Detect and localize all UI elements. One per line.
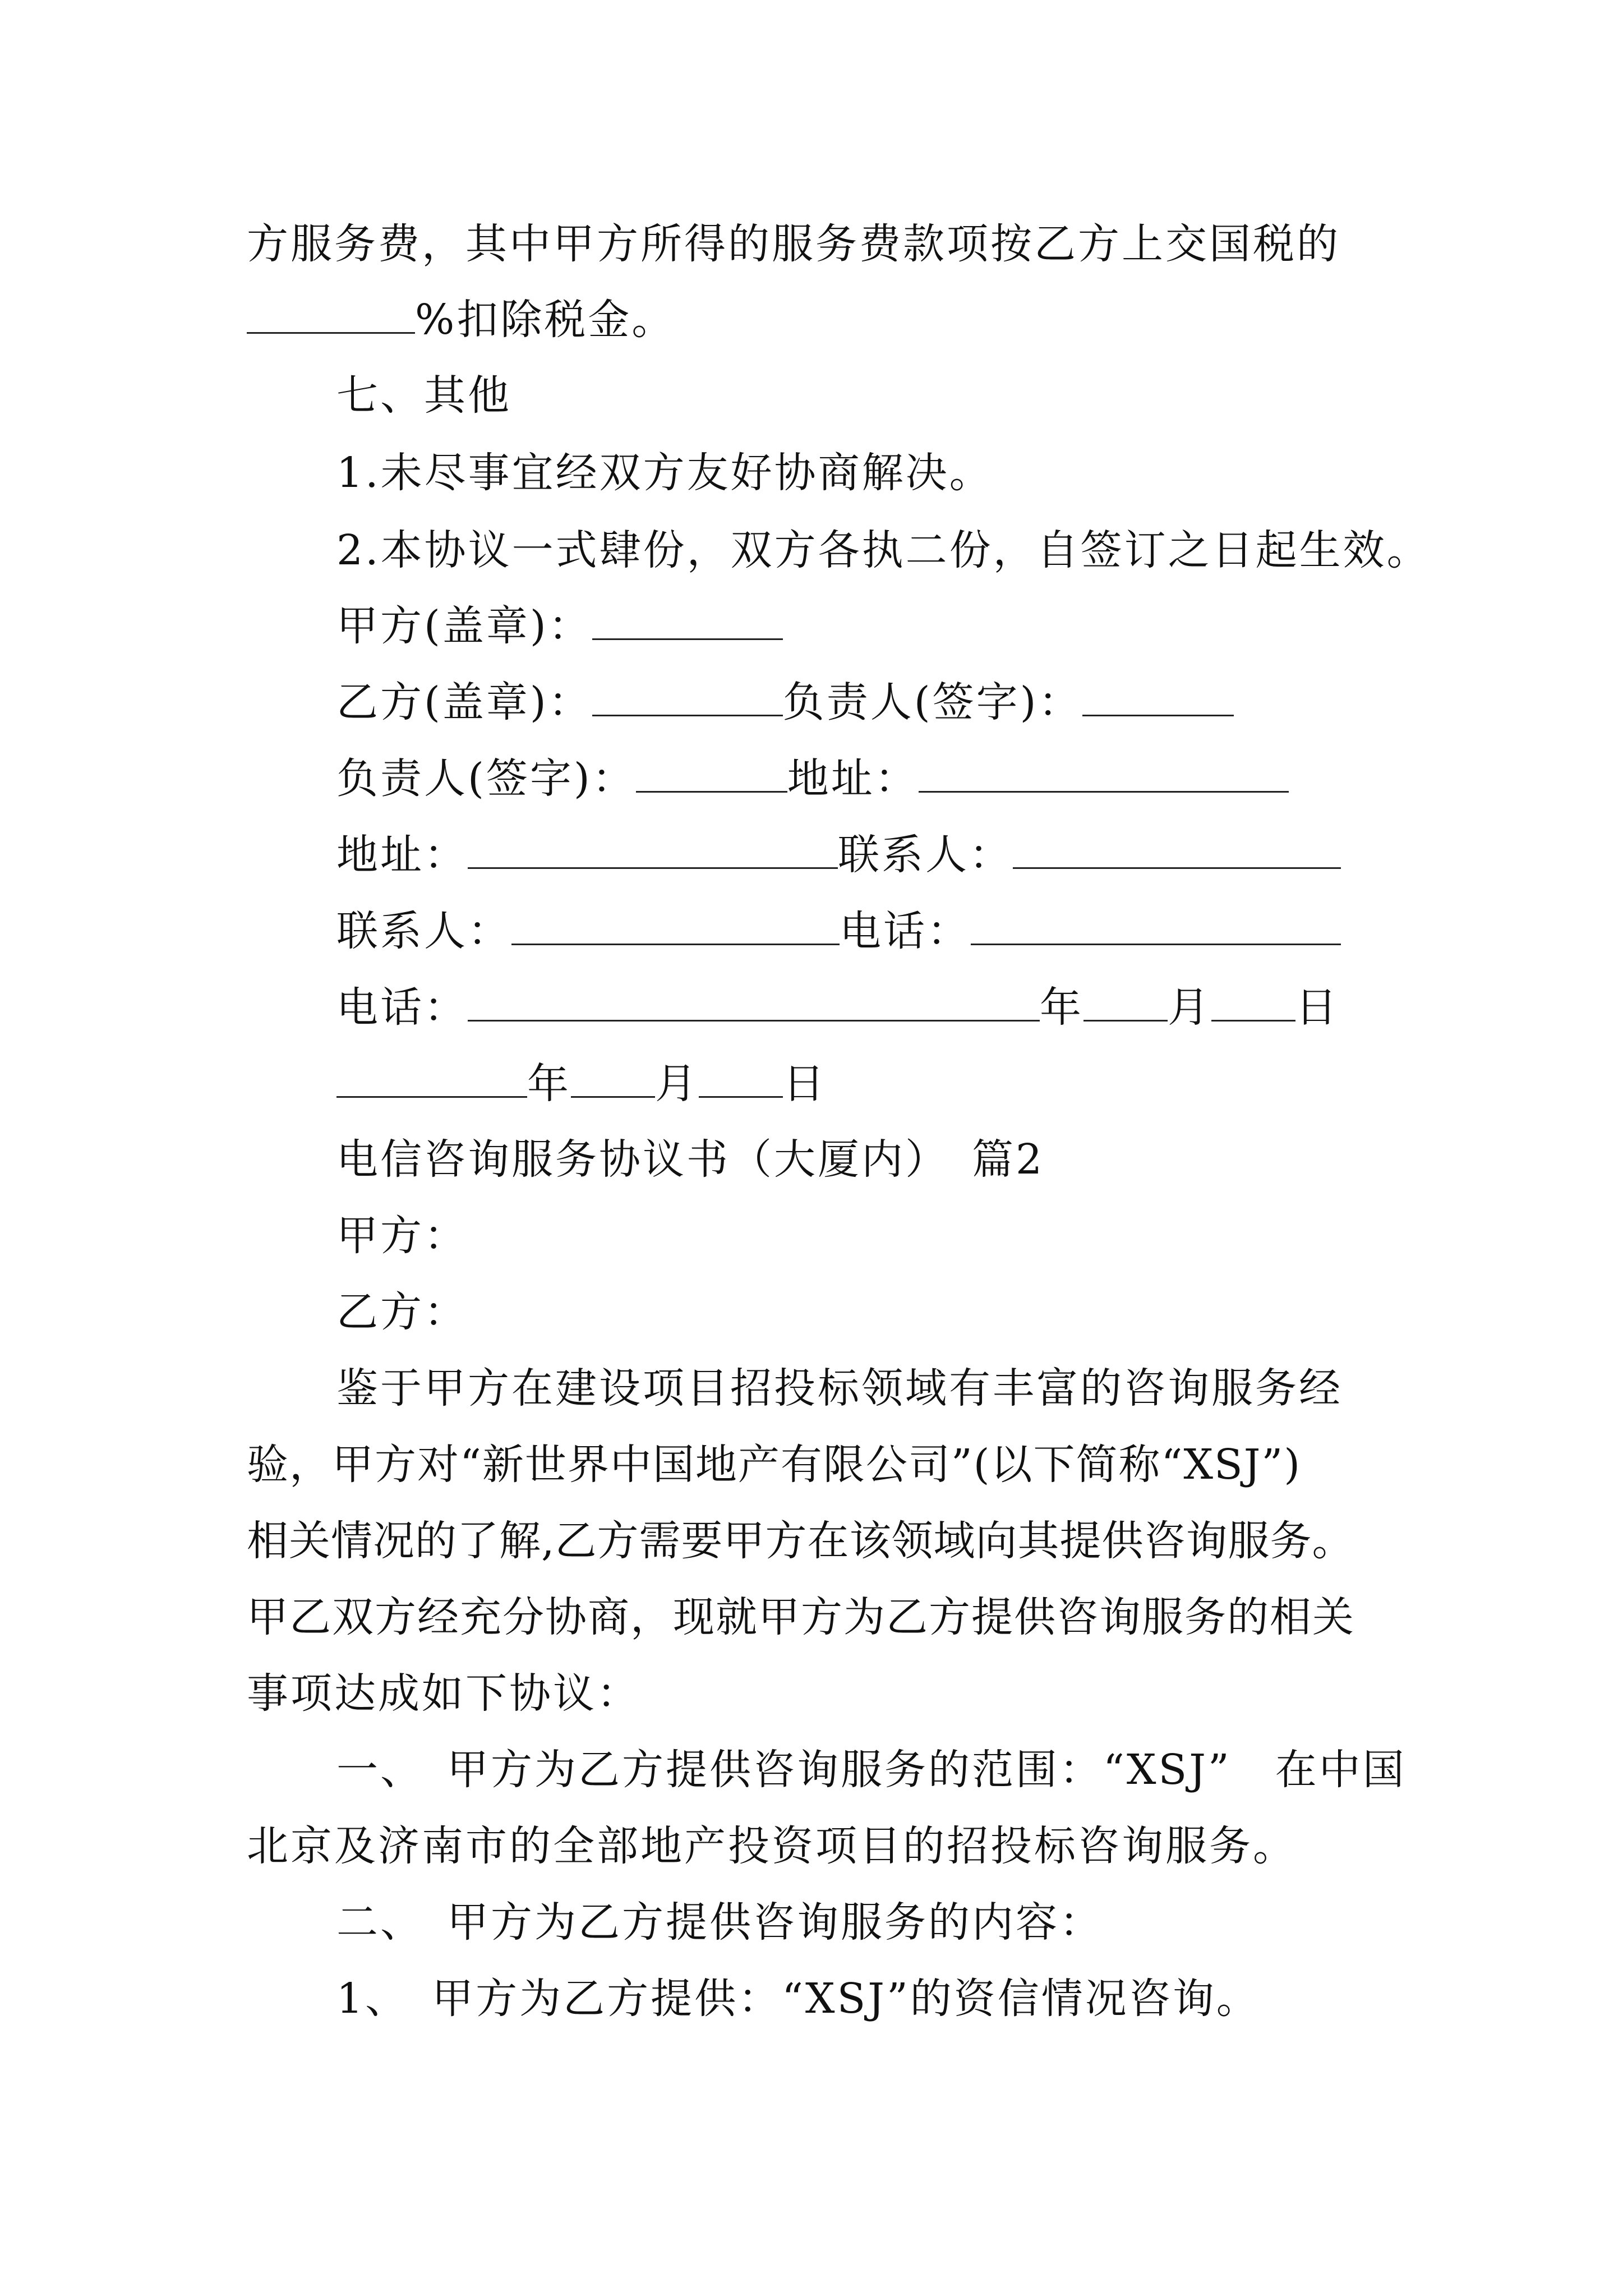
signature-row	[336, 907, 1341, 955]
paragraph-line: 一、 甲方为乙方提供咨询服务的范围：“XSJ” 在中国	[336, 1746, 1407, 1794]
day-blank	[1211, 986, 1295, 1022]
signature-row	[336, 602, 783, 650]
month-blank	[571, 1062, 655, 1098]
year-label: 年	[527, 1060, 571, 1108]
contact-b-blank	[511, 910, 840, 945]
signature-row	[336, 831, 1341, 879]
party-b-seal-blank	[592, 681, 783, 716]
blank-line	[247, 298, 415, 334]
phone-b-blank	[468, 986, 1040, 1022]
paragraph-line: 相关情况的了解,乙方需要甲方在该领域向其提供咨询服务。	[247, 1517, 1354, 1565]
party-a-label: 甲方：	[336, 1212, 468, 1260]
year-blank	[336, 1062, 527, 1098]
responsible-a-label: 负责人(签字)：	[782, 678, 1082, 726]
address-a-label: 地址：	[787, 754, 919, 803]
paragraph-line: 方服务费，其中甲方所得的服务费款项按乙方上交国税的	[247, 220, 1340, 268]
signature-row	[336, 983, 1339, 1032]
address-b-label: 地址：	[336, 831, 468, 879]
month-label: 月	[655, 1060, 699, 1108]
address-b-blank	[468, 834, 838, 869]
address-a-blank	[919, 757, 1289, 793]
contact-a-label: 联系人：	[838, 831, 1013, 879]
section-heading: 七、其他	[336, 371, 511, 420]
day-label: 日	[783, 1060, 827, 1108]
responsible-b-label: 负责人(签字)：	[336, 754, 636, 803]
clause-item: 1.未尽事宜经双方友好协商解决。	[336, 449, 993, 497]
paragraph-line: 二、 甲方为乙方提供咨询服务的内容：	[336, 1898, 1103, 1947]
day-label: 日	[1295, 983, 1339, 1032]
document-title: 电信咨询服务协议书（大厦内） 篇2	[336, 1135, 1045, 1184]
paragraph-line	[247, 296, 676, 344]
paragraph-line: 北京及济南市的全部地产投资项目的招投标咨询服务。	[247, 1822, 1297, 1870]
contact-a-blank	[1013, 834, 1341, 869]
signature-row	[336, 678, 1234, 726]
party-a-seal-label: 甲方(盖章)：	[336, 602, 592, 650]
signature-row	[336, 754, 1289, 803]
responsible-b-blank	[636, 757, 787, 793]
month-blank	[1083, 986, 1168, 1022]
paragraph-line: 验，甲方对“新世界中国地产有限公司”(以下简称“XSJ”)	[247, 1441, 1302, 1489]
phone-a-blank	[971, 910, 1341, 945]
party-b-label: 乙方：	[336, 1288, 468, 1336]
signature-row	[336, 1060, 827, 1108]
paragraph-line: 事项达成如下协议：	[247, 1669, 640, 1718]
paragraph-line: 鉴于甲方在建设项目招投标领域有丰富的咨询服务经	[336, 1364, 1343, 1412]
responsible-a-blank	[1082, 681, 1234, 716]
phone-b-label: 电话：	[336, 983, 468, 1032]
month-label: 月	[1168, 983, 1211, 1032]
day-blank	[699, 1062, 783, 1098]
party-a-seal-blank	[592, 605, 783, 640]
year-label: 年	[1040, 983, 1083, 1032]
phone-a-label: 电话：	[840, 907, 971, 955]
paragraph-text: %扣除税金。	[415, 296, 676, 344]
paragraph-line: 1、 甲方为乙方提供：“XSJ”的资信情况咨询。	[336, 1975, 1260, 2023]
paragraph-line: 甲乙双方经充分协商，现就甲方为乙方提供咨询服务的相关	[247, 1593, 1355, 1641]
clause-item: 2.本协议一式肆份，双方各执二份，自签订之日起生效。	[336, 526, 1431, 574]
party-b-seal-label: 乙方(盖章)：	[336, 678, 592, 726]
contact-b-label: 联系人：	[336, 907, 511, 955]
